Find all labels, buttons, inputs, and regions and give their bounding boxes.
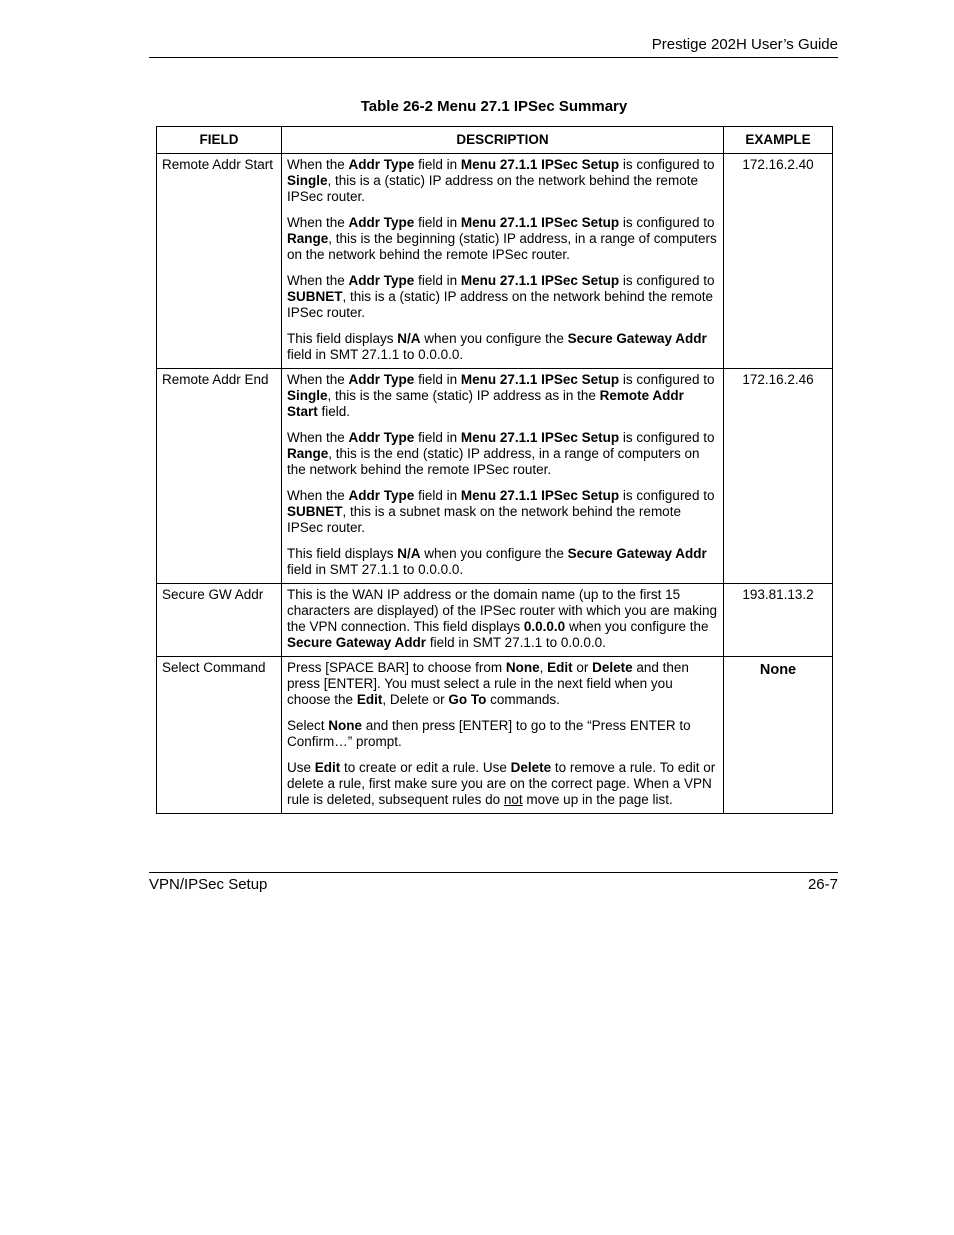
text-run: field in [414, 157, 461, 172]
text-run: commands. [486, 692, 560, 707]
description-paragraph [287, 546, 718, 578]
example-cell: 172.16.2.40 [724, 154, 833, 369]
field-name-cell: Remote Addr End [157, 369, 282, 584]
text-run: Addr Type [348, 372, 415, 387]
text-run: move up in the page list. [522, 792, 673, 807]
text-run: , this is the end (static) IP address, in a range of computers on the network behind the remote IPSec router. [287, 446, 700, 477]
guide-title: Prestige 202H User’s Guide [651, 36, 838, 53]
text-run: field in [414, 488, 461, 503]
text-run: Menu 27.1.1 IPSec Setup [460, 215, 620, 230]
text-run: to remove a rule. To edit or delete a rule, first make sure you are on the correct page. When a VPN rule is deleted, subsequent rules do [287, 760, 716, 807]
field-name-cell: Remote Addr Start [157, 154, 282, 369]
text-run: , this is the beginning (static) IP address, in a range of computers on the network behind the remote IPSec router. [287, 231, 717, 262]
column-header-field: FIELD [157, 127, 282, 154]
text-run: Secure Gateway Addr [567, 546, 707, 561]
text-run: , Delete or [382, 692, 449, 707]
example-cell: None [724, 657, 833, 814]
example-cell: 193.81.13.2 [724, 584, 833, 657]
text-run: When the [287, 430, 349, 445]
text-run: or [572, 660, 593, 675]
column-header-example: EXAMPLE [724, 127, 833, 154]
text-run: This field displays [287, 331, 398, 346]
text-run: not [503, 792, 523, 807]
description-paragraph [287, 157, 718, 205]
text-run: Go To [448, 692, 487, 707]
text-run: when you configure the [420, 546, 568, 561]
page-header [149, 36, 838, 58]
text-run: field in SMT 27.1.1 to 0.0.0.0. [287, 347, 464, 362]
description-paragraph [287, 660, 718, 708]
text-run: N/A [397, 331, 421, 346]
page-number: 26-7 [807, 876, 838, 893]
text-run: Secure Gateway Addr [567, 331, 707, 346]
description-paragraph [287, 718, 718, 750]
table-header-row [157, 127, 833, 154]
description-paragraph [287, 215, 718, 263]
text-run: field in [414, 215, 461, 230]
text-run: When the [287, 372, 349, 387]
chapter-name: VPN/IPSec Setup [149, 876, 268, 893]
table-row [157, 154, 833, 369]
text-run: When the [287, 157, 349, 172]
column-header-description: DESCRIPTION [282, 127, 724, 154]
text-run: Range [287, 446, 329, 461]
text-run: Edit [314, 760, 341, 775]
text-run: is configured to [619, 215, 715, 230]
text-run: is configured to [619, 157, 715, 172]
text-run: field in [414, 372, 461, 387]
text-run: Menu 27.1.1 IPSec Setup [460, 488, 620, 503]
text-run: Select [287, 718, 329, 733]
field-name-cell: Select Command [157, 657, 282, 814]
text-run: Addr Type [348, 488, 415, 503]
ipsec-summary-table [156, 126, 833, 814]
description-paragraph [287, 587, 718, 651]
text-run: Menu 27.1.1 IPSec Setup [460, 273, 620, 288]
text-run: Addr Type [348, 430, 415, 445]
text-run: Single [287, 173, 328, 188]
text-run: , this is a (static) IP address on the network behind the remote IPSec router. [287, 173, 698, 204]
description-paragraph [287, 331, 718, 363]
text-run: Secure Gateway Addr [287, 635, 427, 650]
text-run: Single [287, 388, 328, 403]
text-run: This is the WAN IP address or the domain name (up to the first 15 characters are displayed) of the IPSec router with which you are making the VPN connection. This field displays [287, 587, 717, 634]
text-run: SUBNET [287, 289, 343, 304]
text-run: When the [287, 488, 349, 503]
description-paragraph [287, 273, 718, 321]
text-run: Edit [356, 692, 383, 707]
text-run: field in SMT 27.1.1 to 0.0.0.0. [426, 635, 606, 650]
table-caption: Table 26-2 Menu 27.1 IPSec Summary [360, 98, 628, 115]
text-run: Edit [547, 660, 573, 675]
text-run: field. [317, 404, 351, 419]
text-run: to create or edit a rule. Use [340, 760, 511, 775]
text-run: Range [287, 231, 329, 246]
text-run: field in [414, 430, 461, 445]
table-row [157, 369, 833, 584]
text-run: Use [287, 760, 315, 775]
table-row [157, 584, 833, 657]
text-run: None [505, 660, 540, 675]
text-run: and then press [ENTER] to go to the “Press ENTER to Confirm…” prompt. [287, 718, 691, 749]
field-name-cell: Secure GW Addr [157, 584, 282, 657]
description-cell [282, 154, 724, 369]
description-paragraph [287, 760, 718, 808]
text-run: This field displays [287, 546, 398, 561]
text-run: , this is a (static) IP address on the network behind the remote IPSec router. [287, 289, 713, 320]
text-run: When the [287, 273, 349, 288]
description-cell [282, 657, 724, 814]
text-run: When the [287, 215, 349, 230]
text-run: when you configure the [420, 331, 568, 346]
text-run: Delete [592, 660, 633, 675]
text-run: Menu 27.1.1 IPSec Setup [460, 430, 620, 445]
text-run: Menu 27.1.1 IPSec Setup [460, 157, 620, 172]
text-run: , this is a subnet mask on the network behind the remote IPSec router. [287, 504, 681, 535]
page-footer [149, 872, 838, 893]
text-run: is configured to [619, 430, 715, 445]
text-run: field in [414, 273, 461, 288]
text-run: and then press [ENTER]. You must select a rule in the next field when you choose the [287, 660, 689, 707]
description-paragraph [287, 488, 718, 536]
text-run: is configured to [619, 488, 715, 503]
description-cell [282, 584, 724, 657]
text-run: Remote Addr Start [287, 388, 684, 419]
description-cell [282, 369, 724, 584]
table-body [157, 154, 833, 814]
text-run: is configured to [619, 273, 715, 288]
text-run: when you configure the [565, 619, 709, 634]
text-run: Menu 27.1.1 IPSec Setup [460, 372, 620, 387]
text-run: Press [SPACE BAR] to choose from [287, 660, 506, 675]
description-paragraph [287, 430, 718, 478]
text-run: 0.0.0.0 [523, 619, 566, 634]
text-run: Delete [510, 760, 552, 775]
description-paragraph [287, 372, 718, 420]
text-run: Addr Type [348, 157, 415, 172]
example-cell: 172.16.2.46 [724, 369, 833, 584]
text-run: SUBNET [287, 504, 343, 519]
table-row [157, 657, 833, 814]
text-run: None [328, 718, 363, 733]
text-run: Addr Type [348, 273, 415, 288]
text-run: is configured to [619, 372, 715, 387]
text-run: , this is the same (static) IP address as in the [327, 388, 600, 403]
text-run: field in SMT 27.1.1 to 0.0.0.0. [287, 562, 464, 577]
text-run: Addr Type [348, 215, 415, 230]
text-run: N/A [397, 546, 421, 561]
text-run: , [539, 660, 548, 675]
